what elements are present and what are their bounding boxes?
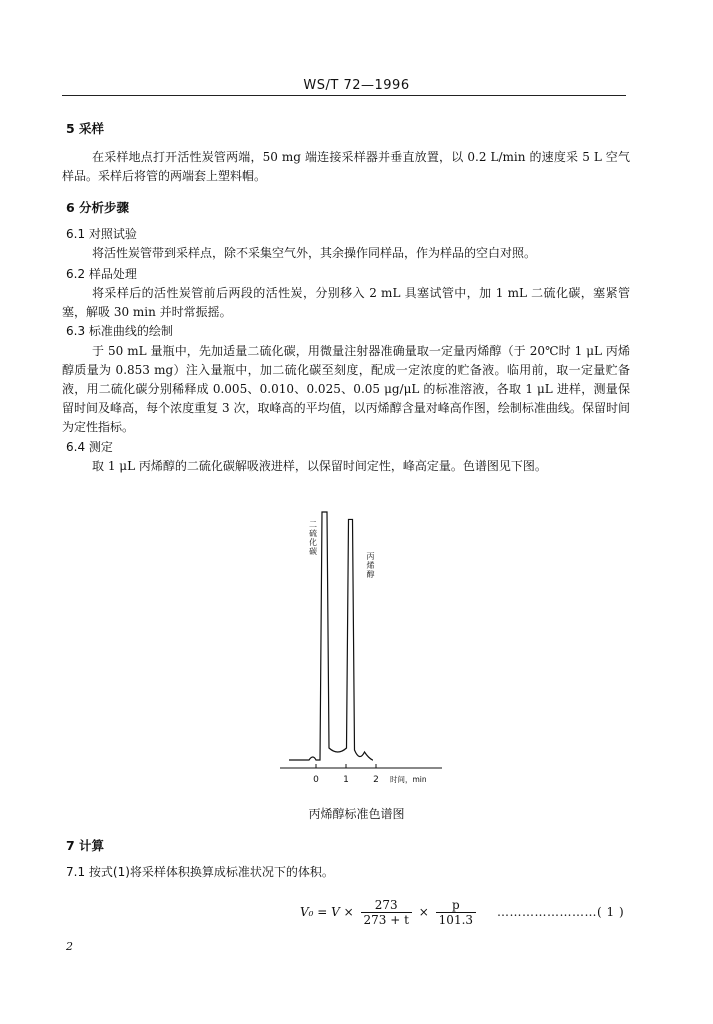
equation-number: ……………………( 1 ) [497,905,625,919]
header-rule [62,95,626,96]
formula-frac2-numerator: p [436,898,476,913]
chromatogram-chart [270,500,450,790]
volume-formula [300,898,479,927]
formula-frac1-numerator: 273 [361,898,412,913]
section-6-4-title: 6.4 测定 [66,440,113,454]
section-6-4-text: 取 1 μL 丙烯醇的二硫化碳解吸液进样，以保留时间定性，峰高定量。色谱图见下图。 [92,459,547,473]
standard-header: WS/T 72—1996 [303,78,410,93]
section-7-1-text: 7.1 按式(1)将采样体积换算成标准状况下的体积。 [66,865,334,879]
x-tick-label: 0 [313,775,319,785]
section-6-2-title: 6.2 样品处理 [66,267,137,281]
section-7-title: 7 计算 [66,838,105,853]
x-tick-label: 2 [373,775,379,785]
section-5-title: 5 采样 [66,121,105,136]
section-6-title: 6 分析步骤 [66,200,130,215]
formula-frac1-denominator: 273 + t [363,913,409,927]
formula-lhs: V₀ = V × [300,905,354,919]
section-6-1-text: 将活性炭管带到采样点，除不采集空气外，其余操作同样品，作为样品的空白对照。 [92,246,537,260]
chart-caption: 丙烯醇标准色谱图 [308,807,405,821]
peak-label-allyl-alcohol: 丙烯醇 [366,552,375,579]
formula-fraction-pressure [436,898,476,927]
section-6-2-text: 将采样后的活性炭管前后两段的活性炭，分别移入 2 mL 具塞试管中，加 1 mL 二硫化碳，塞紧管塞，解吸 30 min 并时常振摇。 [62,286,630,319]
x-tick-label: 1 [343,775,349,785]
peak-label-carbon-disulfide: 二硫化碳 [308,520,318,556]
chromatogram-trace [289,512,373,760]
formula-frac2-denominator: 101.3 [438,913,474,927]
x-axis-label: 时间，min [390,775,427,784]
section-6-1-title: 6.1 对照试验 [66,227,137,241]
section-6-3-title: 6.3 标准曲线的绘制 [66,324,173,338]
section-5-text: 在采样地点打开活性炭管两端，50 mg 端连接采样器并垂直放置，以 0.2 L/min 的速度采 5 L 空气样品。采样后将管的两端套上塑料帽。 [62,150,630,183]
page-number: 2 [66,940,73,953]
formula-fraction-temperature [361,898,412,927]
formula-times: × [418,905,429,919]
section-6-3-text: 于 50 mL 量瓶中，先加适量二硫化碳，用微量注射器准确量取一定量丙烯醇（于 20℃时 1 μL 丙烯醇质量为 0.853 mg）注入量瓶中，加二硫化碳至刻度，配成一定浓度的贮备液。临用前，取一定量贮备液，用二硫化碳分别稀释成 0.005、0.010、0.025、0.05 μg/μL 的标准溶液，各取 1 μL 进样，测量保留时间及峰高，每个浓度重复 3 次，取峰高的平均值，以丙烯醇含量对峰高作图，绘制标准曲线。保留时间为定性指标。 [62,344,630,434]
